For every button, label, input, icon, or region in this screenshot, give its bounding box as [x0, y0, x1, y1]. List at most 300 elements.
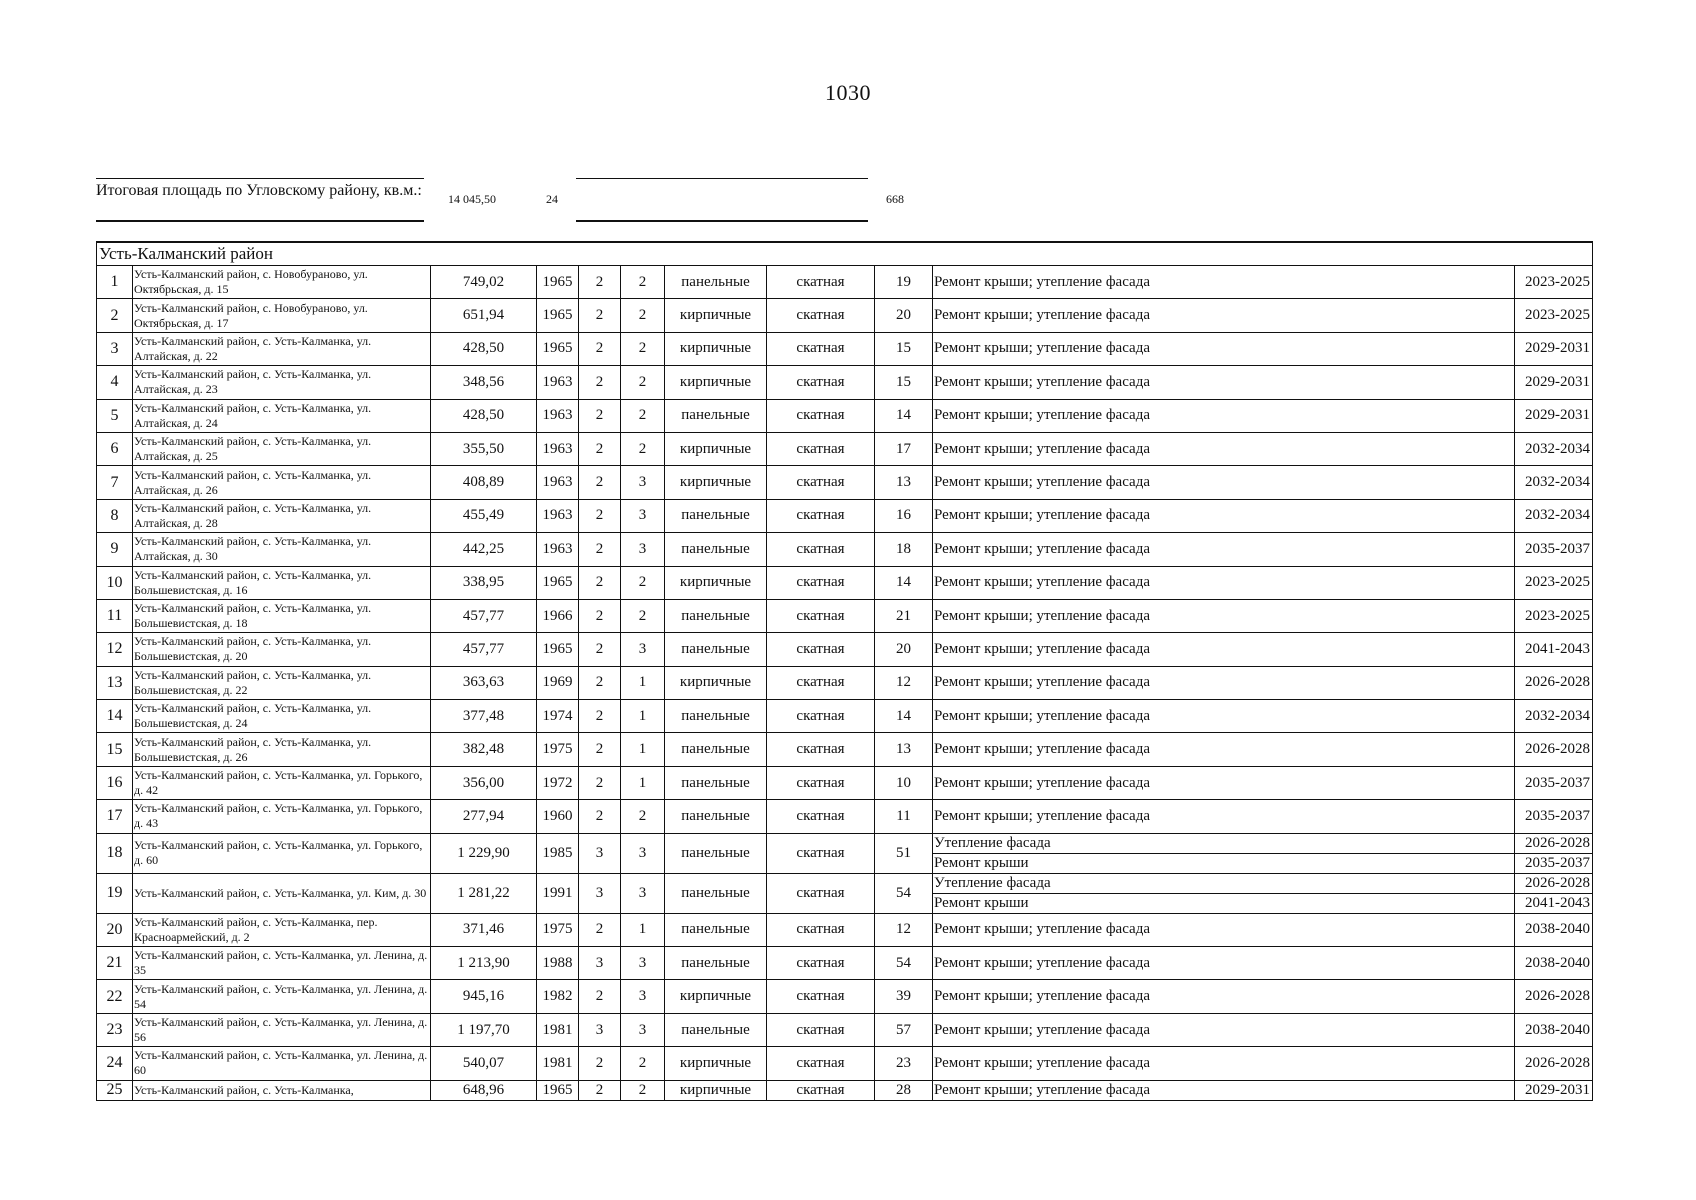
roof-cell: скатная [767, 332, 875, 365]
year-cell: 1965 [537, 1080, 579, 1100]
walls-cell: панельные [665, 533, 767, 566]
period-cell: 2032-2034 [1515, 499, 1593, 532]
year-cell: 1985 [537, 833, 579, 873]
year-cell: 1975 [537, 913, 579, 946]
row-number: 23 [97, 1013, 133, 1046]
row-number: 24 [97, 1047, 133, 1080]
walls-cell: панельные [665, 733, 767, 766]
entrances-cell: 3 [621, 466, 665, 499]
period-cell: 2029-2031 [1515, 1080, 1593, 1100]
year-cell: 1972 [537, 766, 579, 799]
apartments-cell: 15 [875, 332, 933, 365]
entrances-cell: 1 [621, 913, 665, 946]
walls-cell: кирпичные [665, 566, 767, 599]
roof-cell: скатная [767, 566, 875, 599]
address-cell: Усть-Калманский район, с. Усть-Калманка, ул. Алтайская, д. 23 [133, 366, 431, 399]
row-number: 6 [97, 432, 133, 465]
roof-cell: скатная [767, 766, 875, 799]
year-cell: 1975 [537, 733, 579, 766]
table-row [97, 1013, 1593, 1046]
row-number: 22 [97, 980, 133, 1013]
address-cell: Усть-Калманский район, с. Усть-Калманка, ул. Ленина, д. 35 [133, 947, 431, 980]
walls-cell: кирпичные [665, 366, 767, 399]
area-cell: 648,96 [431, 1080, 537, 1100]
year-cell: 1974 [537, 700, 579, 733]
apartments-cell: 20 [875, 299, 933, 332]
row-number: 10 [97, 566, 133, 599]
area-cell: 338,95 [431, 566, 537, 599]
period-cell: 2041-2043 [1515, 633, 1593, 666]
walls-cell: панельные [665, 913, 767, 946]
address-cell: Усть-Калманский район, с. Усть-Калманка, ул. Большевистская, д. 20 [133, 633, 431, 666]
table-row [97, 666, 1593, 699]
area-cell: 1 281,22 [431, 873, 537, 913]
walls-cell: панельные [665, 633, 767, 666]
table-row [97, 499, 1593, 532]
area-cell: 457,77 [431, 633, 537, 666]
walls-cell: кирпичные [665, 980, 767, 1013]
works-cell: Ремонт крыши; утепление фасада [933, 947, 1515, 980]
address-cell: Усть-Калманский район, с. Новобураново, ул. Октябрьская, д. 17 [133, 299, 431, 332]
entrances-cell: 2 [621, 1047, 665, 1080]
entrances-cell: 2 [621, 599, 665, 632]
apartments-cell: 15 [875, 366, 933, 399]
works-cell: Ремонт крыши; утепление фасада [933, 633, 1515, 666]
table-row [97, 266, 1593, 299]
entrances-cell: 3 [621, 873, 665, 913]
table-row [97, 599, 1593, 632]
address-cell: Усть-Калманский район, с. Усть-Калманка, ул. Алтайская, д. 28 [133, 499, 431, 532]
row-number: 21 [97, 947, 133, 980]
period-cell: 2026-2028 [1515, 980, 1593, 1013]
entrances-cell: 2 [621, 800, 665, 833]
page-number: 1030 [825, 80, 871, 105]
area-cell: 945,16 [431, 980, 537, 1013]
apartments-cell: 19 [875, 266, 933, 299]
period-cell: 2029-2031 [1515, 332, 1593, 365]
apartments-cell: 17 [875, 432, 933, 465]
works-cell: Ремонт крыши; утепление фасада [933, 1013, 1515, 1046]
apartments-cell: 54 [875, 947, 933, 980]
area-cell: 1 197,70 [431, 1013, 537, 1046]
area-cell: 540,07 [431, 1047, 537, 1080]
floors-cell: 3 [579, 873, 621, 913]
address-cell: Усть-Калманский район, с. Усть-Калманка, ул. Горького, д. 60 [133, 833, 431, 873]
address-cell: Усть-Калманский район, с. Усть-Калманка, ул. Алтайская, д. 25 [133, 432, 431, 465]
works-cell: Ремонт крыши; утепление фасада [933, 1080, 1515, 1100]
roof-cell: скатная [767, 499, 875, 532]
floors-cell: 2 [579, 266, 621, 299]
area-cell: 1 229,90 [431, 833, 537, 873]
floors-cell: 2 [579, 1047, 621, 1080]
entrances-cell: 2 [621, 266, 665, 299]
area-cell: 356,00 [431, 766, 537, 799]
roof-cell: скатная [767, 947, 875, 980]
year-cell: 1981 [537, 1013, 579, 1046]
roof-cell: скатная [767, 700, 875, 733]
entrances-cell: 2 [621, 299, 665, 332]
works-cell: Ремонт крыши; утепление фасада [933, 700, 1515, 733]
floors-cell: 2 [579, 366, 621, 399]
works-cell: Ремонт крыши; утепление фасада [933, 399, 1515, 432]
entrances-cell: 3 [621, 833, 665, 873]
works-cell: Ремонт крыши; утепление фасада [933, 766, 1515, 799]
year-cell: 1963 [537, 466, 579, 499]
floors-cell: 3 [579, 1013, 621, 1046]
roof-cell: скатная [767, 666, 875, 699]
period-cell: 2035-2037 [1515, 766, 1593, 799]
walls-cell: панельные [665, 599, 767, 632]
table-row [97, 633, 1593, 666]
floors-cell: 2 [579, 332, 621, 365]
floors-cell: 2 [579, 599, 621, 632]
roof-cell: скатная [767, 299, 875, 332]
area-cell: 651,94 [431, 299, 537, 332]
address-cell: Усть-Калманский район, с. Усть-Калманка, ул. Ленина, д. 60 [133, 1047, 431, 1080]
apartments-cell: 13 [875, 466, 933, 499]
year-cell: 1969 [537, 666, 579, 699]
roof-cell: скатная [767, 1080, 875, 1100]
area-cell: 1 213,90 [431, 947, 537, 980]
period-cell: 2038-2040 [1515, 947, 1593, 980]
floors-cell: 2 [579, 299, 621, 332]
row-number: 7 [97, 466, 133, 499]
period-cell: 2035-2037 [1515, 533, 1593, 566]
address-cell: Усть-Калманский район, с. Усть-Калманка, ул. Большевистская, д. 22 [133, 666, 431, 699]
works-cell: Ремонт крыши; утепление фасада [933, 266, 1515, 299]
floors-cell: 2 [579, 499, 621, 532]
entrances-cell: 2 [621, 432, 665, 465]
floors-cell: 2 [579, 980, 621, 1013]
floors-cell: 3 [579, 947, 621, 980]
address-cell: Усть-Калманский район, с. Усть-Калманка, ул. Алтайская, д. 22 [133, 332, 431, 365]
works-cell: Ремонт крыши; утепление фасада [933, 980, 1515, 1013]
roof-cell: скатная [767, 913, 875, 946]
apartments-cell: 12 [875, 913, 933, 946]
floors-cell: 2 [579, 1080, 621, 1100]
period-item: 2026-2028 [1515, 834, 1592, 854]
floors-cell: 2 [579, 633, 621, 666]
summary-total: 668 [886, 192, 904, 206]
works-cell: Ремонт крыши; утепление фасада [933, 366, 1515, 399]
table-row [97, 913, 1593, 946]
period-item: 2041-2043 [1525, 894, 1591, 911]
row-number: 15 [97, 733, 133, 766]
period-cell: 2026-2028 [1515, 733, 1593, 766]
work-item: Ремонт крыши [934, 854, 1029, 871]
table-row [97, 700, 1593, 733]
roof-cell: скатная [767, 873, 875, 913]
address-cell: Усть-Калманский район, с. Усть-Калманка, ул. Большевистская, д. 16 [133, 566, 431, 599]
area-cell: 442,25 [431, 533, 537, 566]
row-number: 14 [97, 700, 133, 733]
row-number: 1 [97, 266, 133, 299]
works-cell: Ремонт крыши; утепление фасада [933, 533, 1515, 566]
row-number: 17 [97, 800, 133, 833]
address-cell: Усть-Калманский район, с. Усть-Калманка, ул. Ленина, д. 56 [133, 1013, 431, 1046]
summary-blank-field [576, 178, 868, 222]
apartments-cell: 18 [875, 533, 933, 566]
row-number: 4 [97, 366, 133, 399]
area-cell: 377,48 [431, 700, 537, 733]
year-cell: 1963 [537, 366, 579, 399]
walls-cell: панельные [665, 1013, 767, 1046]
summary-label: Итоговая площадь по Угловскому району, кв.м.: [96, 178, 424, 222]
floors-cell: 2 [579, 466, 621, 499]
apartments-cell: 23 [875, 1047, 933, 1080]
apartments-cell: 12 [875, 666, 933, 699]
table-row [97, 432, 1593, 465]
entrances-cell: 2 [621, 1080, 665, 1100]
period-item: 2026-2028 [1515, 874, 1592, 894]
address-cell: Усть-Калманский район, с. Усть-Калманка, [133, 1080, 431, 1100]
works-cell: Ремонт крыши; утепление фасада [933, 800, 1515, 833]
roof-cell: скатная [767, 1013, 875, 1046]
period-cell: 2023-2025 [1515, 566, 1593, 599]
period-cell: 2029-2031 [1515, 366, 1593, 399]
year-cell: 1960 [537, 800, 579, 833]
roof-cell: скатная [767, 1047, 875, 1080]
row-number: 9 [97, 533, 133, 566]
apartments-cell: 21 [875, 599, 933, 632]
row-number: 5 [97, 399, 133, 432]
row-number: 11 [97, 599, 133, 632]
apartments-cell: 14 [875, 566, 933, 599]
walls-cell: кирпичные [665, 1047, 767, 1080]
address-cell: Усть-Калманский район, с. Усть-Калманка, ул. Горького, д. 42 [133, 766, 431, 799]
address-cell: Усть-Калманский район, с. Усть-Калманка, пер. Красноармейский, д. 2 [133, 913, 431, 946]
entrances-cell: 3 [621, 947, 665, 980]
row-number: 19 [97, 873, 133, 913]
address-cell: Усть-Калманский район, с. Усть-Калманка, ул. Ким, д. 30 [133, 873, 431, 913]
apartments-cell: 14 [875, 399, 933, 432]
walls-cell: панельные [665, 399, 767, 432]
table-row [97, 800, 1593, 833]
area-cell: 749,02 [431, 266, 537, 299]
floors-cell: 2 [579, 432, 621, 465]
table-row [97, 1080, 1593, 1100]
work-item: Ремонт крыши [934, 894, 1029, 911]
period-cell: 2026-2028 [1515, 1047, 1593, 1080]
apartments-cell: 39 [875, 980, 933, 1013]
address-cell: Усть-Калманский район, с. Усть-Калманка, ул. Большевистская, д. 18 [133, 599, 431, 632]
floors-cell: 2 [579, 666, 621, 699]
year-cell: 1963 [537, 499, 579, 532]
table-row [97, 873, 1593, 913]
year-cell: 1965 [537, 299, 579, 332]
year-cell: 1981 [537, 1047, 579, 1080]
table-row [97, 332, 1593, 365]
housing-registry-table [96, 241, 1593, 1101]
area-cell: 408,89 [431, 466, 537, 499]
work-item: Утепление фасада [933, 874, 1514, 894]
works-cell: Ремонт крыши; утепление фасада [933, 913, 1515, 946]
works-cell [933, 833, 1515, 873]
roof-cell: скатная [767, 266, 875, 299]
entrances-cell: 2 [621, 399, 665, 432]
address-cell: Усть-Калманский район, с. Усть-Калманка, ул. Горького, д. 43 [133, 800, 431, 833]
floors-cell: 2 [579, 766, 621, 799]
walls-cell: кирпичные [665, 332, 767, 365]
year-cell: 1965 [537, 332, 579, 365]
floors-cell: 2 [579, 913, 621, 946]
walls-cell: кирпичные [665, 666, 767, 699]
table-row [97, 733, 1593, 766]
apartments-cell: 13 [875, 733, 933, 766]
works-cell [933, 873, 1515, 913]
row-number: 20 [97, 913, 133, 946]
address-cell: Усть-Калманский район, с. Усть-Калманка, ул. Ленина, д. 54 [133, 980, 431, 1013]
area-cell: 355,50 [431, 432, 537, 465]
floors-cell: 2 [579, 800, 621, 833]
entrances-cell: 1 [621, 766, 665, 799]
area-cell: 428,50 [431, 332, 537, 365]
walls-cell: панельные [665, 766, 767, 799]
apartments-cell: 57 [875, 1013, 933, 1046]
table-row [97, 947, 1593, 980]
address-cell: Усть-Калманский район, с. Усть-Калманка, ул. Алтайская, д. 24 [133, 399, 431, 432]
apartments-cell: 10 [875, 766, 933, 799]
floors-cell: 2 [579, 566, 621, 599]
period-cell: 2023-2025 [1515, 266, 1593, 299]
works-cell: Ремонт крыши; утепление фасада [933, 1047, 1515, 1080]
entrances-cell: 3 [621, 533, 665, 566]
works-cell: Ремонт крыши; утепление фасада [933, 499, 1515, 532]
works-cell: Ремонт крыши; утепление фасада [933, 432, 1515, 465]
roof-cell: скатная [767, 733, 875, 766]
table-row [97, 766, 1593, 799]
work-item: Утепление фасада [933, 834, 1514, 854]
roof-cell: скатная [767, 599, 875, 632]
walls-cell: панельные [665, 800, 767, 833]
floors-cell: 2 [579, 399, 621, 432]
walls-cell: панельные [665, 873, 767, 913]
table-row [97, 980, 1593, 1013]
apartments-cell: 54 [875, 873, 933, 913]
area-cell: 428,50 [431, 399, 537, 432]
row-number: 13 [97, 666, 133, 699]
roof-cell: скатная [767, 800, 875, 833]
table-row [97, 366, 1593, 399]
entrances-cell: 1 [621, 666, 665, 699]
walls-cell: панельные [665, 947, 767, 980]
period-cell: 2032-2034 [1515, 432, 1593, 465]
summary-area: 14 045,50 [448, 192, 496, 206]
entrances-cell: 2 [621, 566, 665, 599]
apartments-cell: 28 [875, 1080, 933, 1100]
entrances-cell: 1 [621, 733, 665, 766]
address-cell: Усть-Калманский район, с. Усть-Калманка, ул. Алтайская, д. 26 [133, 466, 431, 499]
period-cell: 2038-2040 [1515, 1013, 1593, 1046]
table-row [97, 466, 1593, 499]
entrances-cell: 2 [621, 332, 665, 365]
walls-cell: панельные [665, 833, 767, 873]
period-cell [1515, 833, 1593, 873]
year-cell: 1966 [537, 599, 579, 632]
works-cell: Ремонт крыши; утепление фасада [933, 566, 1515, 599]
apartments-cell: 16 [875, 499, 933, 532]
works-cell: Ремонт крыши; утепление фасада [933, 299, 1515, 332]
area-cell: 455,49 [431, 499, 537, 532]
roof-cell: скатная [767, 399, 875, 432]
floors-cell: 2 [579, 700, 621, 733]
row-number: 8 [97, 499, 133, 532]
works-cell: Ремонт крыши; утепление фасада [933, 599, 1515, 632]
floors-cell: 2 [579, 733, 621, 766]
row-number: 12 [97, 633, 133, 666]
row-number: 3 [97, 332, 133, 365]
year-cell: 1991 [537, 873, 579, 913]
walls-cell: кирпичные [665, 432, 767, 465]
period-cell: 2032-2034 [1515, 700, 1593, 733]
walls-cell: кирпичные [665, 1080, 767, 1100]
year-cell: 1963 [537, 399, 579, 432]
period-cell [1515, 873, 1593, 913]
period-cell: 2038-2040 [1515, 913, 1593, 946]
period-cell: 2023-2025 [1515, 599, 1593, 632]
walls-cell: панельные [665, 266, 767, 299]
entrances-cell: 3 [621, 980, 665, 1013]
area-cell: 277,94 [431, 800, 537, 833]
row-number: 2 [97, 299, 133, 332]
year-cell: 1988 [537, 947, 579, 980]
floors-cell: 2 [579, 533, 621, 566]
floors-cell: 3 [579, 833, 621, 873]
roof-cell: скатная [767, 366, 875, 399]
year-cell: 1982 [537, 980, 579, 1013]
area-cell: 363,63 [431, 666, 537, 699]
walls-cell: кирпичные [665, 299, 767, 332]
entrances-cell: 3 [621, 499, 665, 532]
roof-cell: скатная [767, 432, 875, 465]
apartments-cell: 51 [875, 833, 933, 873]
entrances-cell: 2 [621, 366, 665, 399]
year-cell: 1963 [537, 533, 579, 566]
table-row [97, 399, 1593, 432]
period-cell: 2029-2031 [1515, 399, 1593, 432]
walls-cell: панельные [665, 700, 767, 733]
table-row [97, 533, 1593, 566]
area-cell: 348,56 [431, 366, 537, 399]
area-cell: 457,77 [431, 599, 537, 632]
year-cell: 1965 [537, 566, 579, 599]
roof-cell: скатная [767, 466, 875, 499]
year-cell: 1965 [537, 633, 579, 666]
area-cell: 382,48 [431, 733, 537, 766]
roof-cell: скатная [767, 533, 875, 566]
period-cell: 2023-2025 [1515, 299, 1593, 332]
year-cell: 1965 [537, 266, 579, 299]
period-cell: 2026-2028 [1515, 666, 1593, 699]
apartments-cell: 11 [875, 800, 933, 833]
table-row [97, 299, 1593, 332]
roof-cell: скатная [767, 633, 875, 666]
row-number: 16 [97, 766, 133, 799]
address-cell: Усть-Калманский район, с. Новобураново, ул. Октябрьская, д. 15 [133, 266, 431, 299]
period-cell: 2032-2034 [1515, 466, 1593, 499]
address-cell: Усть-Калманский район, с. Усть-Калманка, ул. Большевистская, д. 24 [133, 700, 431, 733]
apartments-cell: 14 [875, 700, 933, 733]
district-summary [96, 178, 926, 224]
entrances-cell: 1 [621, 700, 665, 733]
period-item: 2035-2037 [1525, 854, 1591, 871]
district-heading: Усть-Калманский район [97, 242, 1593, 266]
table-row [97, 1047, 1593, 1080]
table-row [97, 566, 1593, 599]
roof-cell: скатная [767, 980, 875, 1013]
walls-cell: панельные [665, 499, 767, 532]
address-cell: Усть-Калманский район, с. Усть-Калманка, ул. Алтайская, д. 30 [133, 533, 431, 566]
